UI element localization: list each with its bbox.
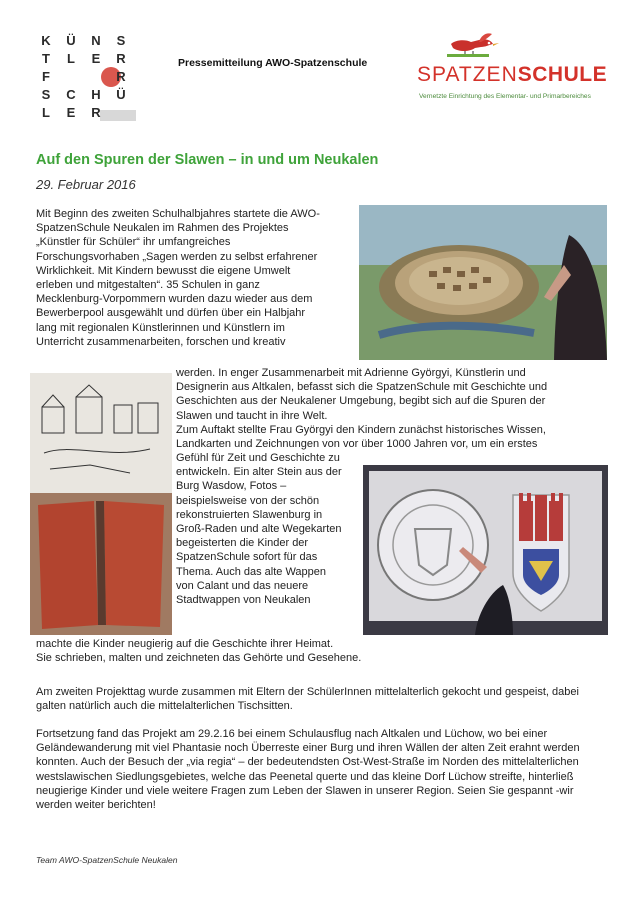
article-paragraph-2: Am zweiten Projekttag wurde zusammen mit Eltern der SchülerInnen mittelalterlich gekocht und gespeist, dabei galten natürlich auch die mittelalterlichen Tischsitten.: [36, 686, 579, 713]
logo-letter: K: [41, 33, 51, 48]
logo-wordmark: [417, 64, 607, 85]
text-line: Mecklenburg-Vorpommern wurden dazu wieder aus dem: [36, 293, 313, 306]
text-line: werden. In enger Zusammenarbeit mit Adrienne Györgyi, Künstlerin und: [176, 367, 526, 379]
bricks-drawing-image: [30, 373, 172, 635]
coat-of-arms-image: [363, 465, 608, 635]
text-line: Groß-Raden und alte Wegekarten: [176, 523, 342, 536]
text-line: lang mit regionalen Künstlerinnen und Künstlern im: [36, 321, 285, 334]
photo-bricks-drawing: [30, 373, 172, 635]
logo-letter: C: [66, 87, 76, 102]
text-line: von Calant und das neuere: [176, 579, 309, 592]
photo-castle-projection: [359, 205, 607, 360]
text-line: „Künstler für Schüler“ ihr umfangreiches: [36, 236, 231, 249]
logo-row: [38, 69, 138, 87]
article-text-block-2: [176, 366, 606, 451]
text-line: beispielsweise von der schön: [176, 494, 320, 507]
text-line: machte die Kinder neugierig auf die Geschichte ihrer Heimat.: [36, 638, 334, 650]
logo-letter: N: [91, 33, 101, 48]
text-line: Designerin aus Altkalen, befasst sich die SpatzenSchule mit Geschichte und: [176, 381, 548, 394]
text-line: Geschichten aus der Neukalener Umgebung, begibt sich auf die Spuren der: [176, 395, 546, 408]
text-line: entwickeln. Ein alter Stein aus der: [176, 466, 342, 479]
text-line: SpatzenSchule Neukalen im Rahmen des Projektes: [36, 222, 289, 235]
logo-row: [38, 87, 138, 105]
footer-signature: Team AWO-SpatzenSchule Neukalen: [36, 855, 178, 865]
press-release-title: Pressemitteilung AWO-Spatzenschule: [178, 57, 368, 69]
logo-letter: R: [116, 51, 126, 66]
text-line: Gefühl für Zeit und Geschichte zu: [176, 452, 340, 464]
logo-row: [38, 33, 138, 51]
text-line: Stadtwappen von Neukalen: [176, 594, 311, 607]
logo-letter: S: [41, 87, 51, 102]
article-date: 29. Februar 2016: [36, 177, 136, 192]
logo-row: [38, 51, 138, 69]
logo-letter: T: [42, 51, 50, 66]
logo-letter: E: [91, 51, 101, 66]
text-line: Bewerberpool ausgewählt und dürfen über ein Halbjahr: [36, 307, 306, 320]
logo-word-schule: SCHULE: [517, 63, 608, 86]
article-text-block-3: [176, 451, 356, 607]
article-text-block-4: [36, 637, 606, 665]
photo-coat-of-arms-projection: [363, 465, 608, 635]
logo-row: [38, 105, 138, 123]
text-line: Zum Auftakt stellte Frau Györgyi den Kindern zunächst historisches Wissen,: [176, 423, 546, 436]
logo-letter: R: [91, 105, 101, 120]
text-line: rekonstruierten Slawenburg in: [176, 508, 323, 521]
logo-word-spatzen: SPATZEN: [417, 63, 518, 86]
logo-letter: R: [116, 69, 126, 84]
logo-letter: Ü: [116, 87, 126, 102]
logo-letter: L: [67, 51, 75, 66]
logo-letter: L: [42, 105, 50, 120]
spatzenschule-logo: [417, 30, 617, 110]
text-line: Thema. Auch das alte Wappen: [176, 565, 327, 578]
text-line: Landkarten und Zeichnungen von vor über 1000 Jahren vor, um ein erstes: [176, 438, 538, 451]
text-line: erleben und mitgestalten“. 35 Schulen in ganz: [36, 279, 260, 292]
article-paragraph-3: Fortsetzung fand das Projekt am 29.2.16 bei einem Schulausflug nach Altkalen und Lüchow, wo bei einer Geländewanderung mit viel Phantasie noch Überreste einer Burg und ihren Wällen der alten Zeit erahnt werden konnten. Auch der Besuch der „via regia“ – der bedeutendsten Ost-West-Straße im Norden des mittelalterlichen westslawischen Siedlungsgebietes, welche das Peenetal querte und das kleine Dorf Lüchow streifte, hinterließ neugierige Kinder und viele weitere Fragen zum Leben der Slawen in unserer Region. Seien Sie gespannt -wir werden weiter berichten!: [36, 728, 580, 812]
logo-letter: H: [91, 87, 101, 102]
article-text-block-1: [36, 207, 356, 349]
text-line: begeisterten die Kinder der: [176, 537, 309, 550]
logo-letter: E: [66, 105, 76, 120]
text-line: Forschungsvorhaben „Sagen werden zu selbst erfahrener: [36, 250, 318, 263]
bird-icon: [445, 30, 505, 64]
text-line: Sie schrieben, malten und zeichneten das Gehörte und Gesehene.: [36, 652, 362, 665]
logo-letter: F: [42, 69, 50, 84]
logo-letter: S: [116, 33, 126, 48]
text-line: Wirklichkeit. Mit Kindern bewusst die eigene Umwelt: [36, 264, 291, 277]
text-line: Mit Beginn des zweiten Schulhalbjahres startete die AWO-: [36, 208, 320, 220]
text-line: Unterricht zusammenarbeiten, forschen und kreativ: [36, 335, 286, 348]
logo-subtitle: Vernetzte Einrichtung des Elementar- und Primarbereiches: [419, 93, 591, 100]
kuenstler-fuer-schueler-logo: [38, 33, 138, 125]
logo-letter: Ü: [91, 69, 101, 84]
article-headline: Auf den Spuren der Slawen – in und um Neukalen: [36, 152, 379, 168]
text-line: Burg Wasdow, Fotos –: [176, 480, 287, 493]
logo-letter: Ü: [66, 33, 76, 48]
text-line: Slawen und taucht in ihre Welt.: [176, 409, 328, 422]
castle-projection-image: [359, 205, 607, 360]
text-line: SpatzenSchule sofort für das: [176, 551, 318, 564]
